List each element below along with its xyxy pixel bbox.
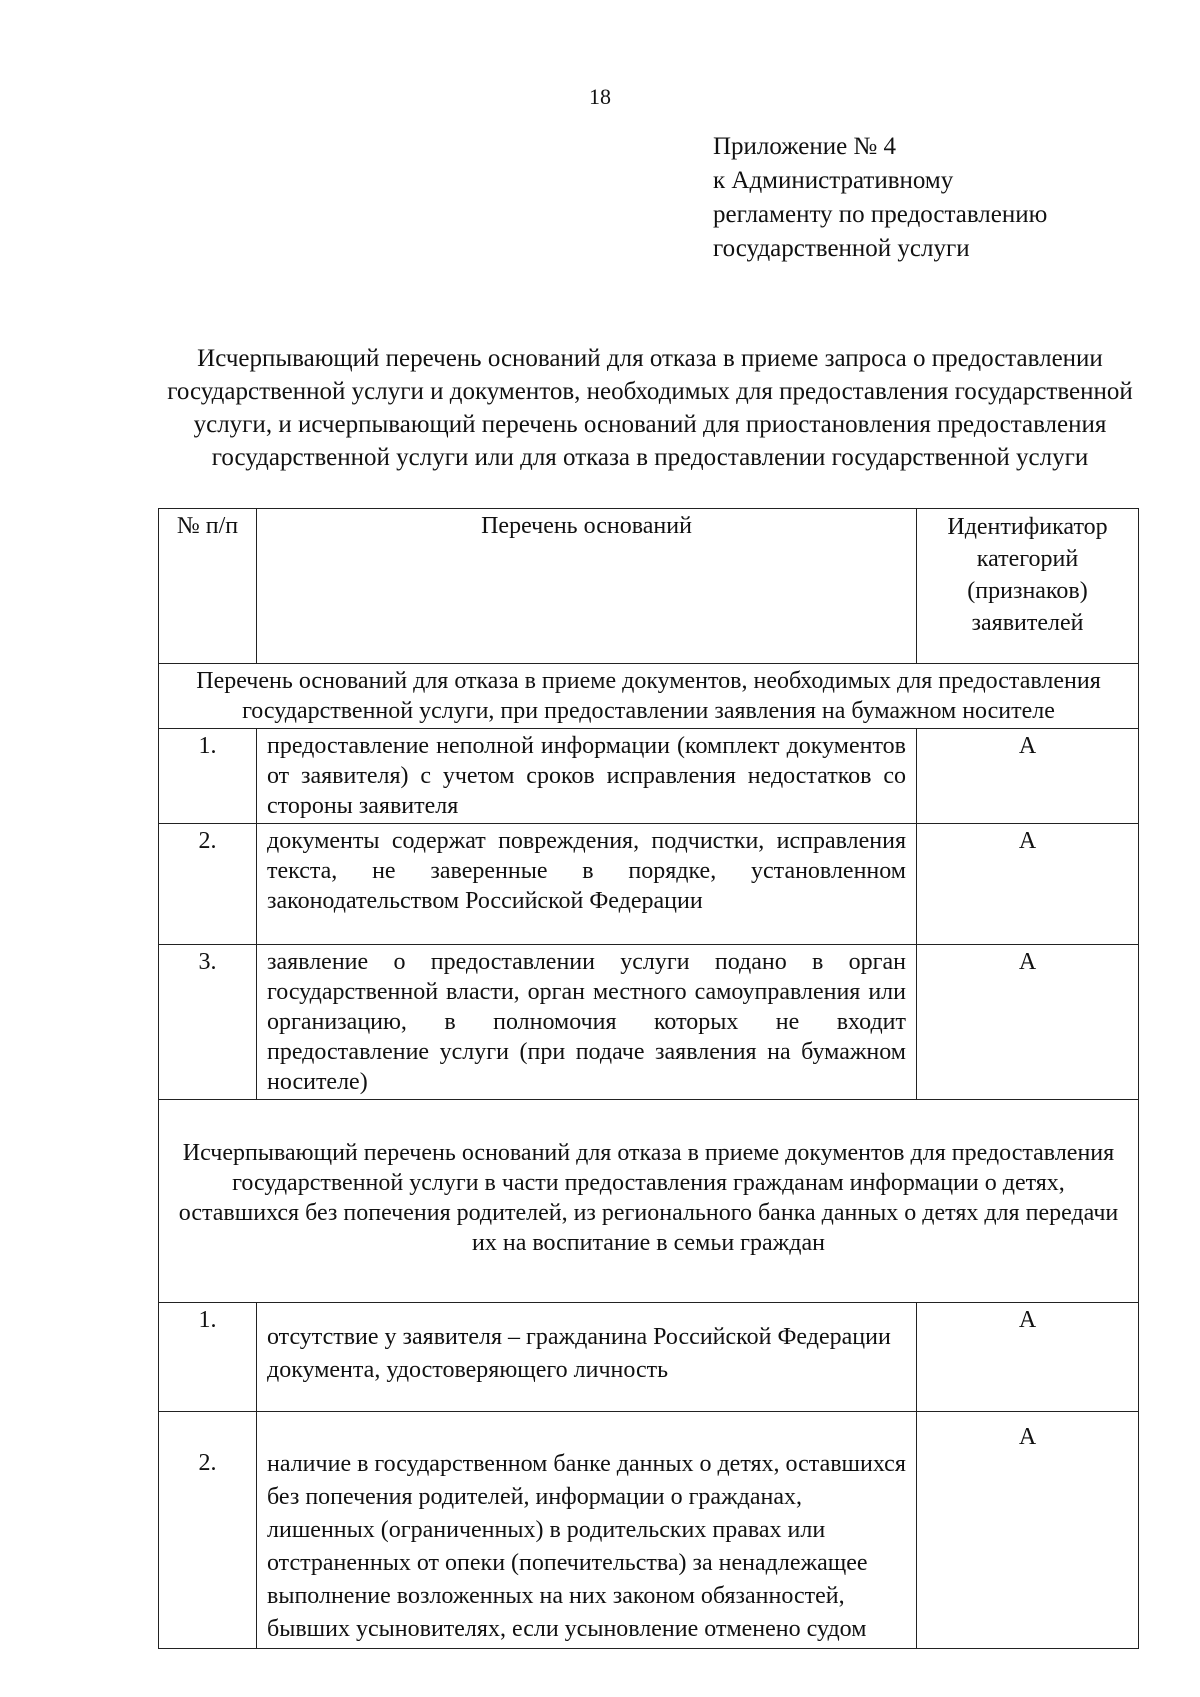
appendix-reference [713, 130, 1047, 266]
row-identifier: А [917, 1303, 1139, 1412]
table-row [159, 824, 1139, 945]
row-number: 2. [159, 824, 257, 945]
row-ground-text: заявление о предоставлении услуги подано в орган государственной власти, орган местного самоуправления или организацию, в полномочия которых не входит предоставление услуги (при подаче заявления на бумажном носителе) [257, 945, 917, 1100]
section-row [159, 664, 1139, 729]
section-title: Исчерпывающий перечень оснований для отказа в приеме документов для предоставления государственной услуги в части предоставления гражданам информации о детях, оставшихся без попечения родителей, из регионального банка данных о детях для передачи их на воспитание в семьи граждан [159, 1100, 1139, 1303]
section-title: Перечень оснований для отказа в приеме документов, необходимых для предоставления государственной услуги, при предоставлении заявления на бумажном носителе [159, 664, 1139, 729]
table-row [159, 945, 1139, 1100]
row-identifier: А [917, 945, 1139, 1100]
header-identifier: Идентификатор категорий (признаков) заявителей [917, 509, 1139, 664]
table-row [159, 1412, 1139, 1649]
appendix-line: регламенту по предоставлению [713, 201, 1048, 228]
section-row [159, 1100, 1139, 1303]
row-number: 1. [159, 1303, 257, 1412]
row-ground-text: предоставление неполной информации (комплект документов от заявителя) с учетом сроков исправления недостатков со стороны заявителя [257, 729, 917, 824]
page-number: 18 [589, 84, 611, 109]
appendix-line: Приложение № 4 [713, 133, 897, 160]
row-number: 1. [159, 729, 257, 824]
table-row [159, 729, 1139, 824]
table-row [159, 1303, 1139, 1412]
row-identifier: А [917, 729, 1139, 824]
row-ground-text: документы содержат повреждения, подчистки, исправления текста, не заверенные в порядке, установленном законодательством Российской Федерации [257, 824, 917, 945]
row-ground-text: наличие в государственном банке данных о детях, оставшихся без попечения родителей, информации о гражданах, лишенных (ограниченных) в родительских правах или отстраненных от опеки (попечительства) за ненадлежащее выполнение возложенных на них законом обязанностей, бывших усыновителях, если усыновление отменено судом [257, 1412, 917, 1649]
appendix-line: к Административному [713, 167, 954, 194]
header-number: № п/п [159, 509, 257, 664]
document-title: Исчерпывающий перечень оснований для отказа в приеме запроса о предоставлении государственной услуги и документов, необходимых для предоставления государственной услуги, и исчерпывающий перечень оснований для приостановления предоставления государственной услуги или для отказа в предоставлении государственной услуги [167, 345, 1133, 471]
header-grounds: Перечень оснований [257, 509, 917, 664]
grounds-table [158, 508, 1139, 1649]
row-number: 2. [159, 1412, 257, 1649]
appendix-line: государственной услуги [713, 235, 970, 262]
table-header-row [159, 509, 1139, 664]
row-number: 3. [159, 945, 257, 1100]
row-identifier: А [917, 1412, 1139, 1649]
row-identifier: А [917, 824, 1139, 945]
row-ground-text: отсутствие у заявителя – гражданина Российской Федерации документа, удостоверяющего личность [257, 1303, 917, 1412]
